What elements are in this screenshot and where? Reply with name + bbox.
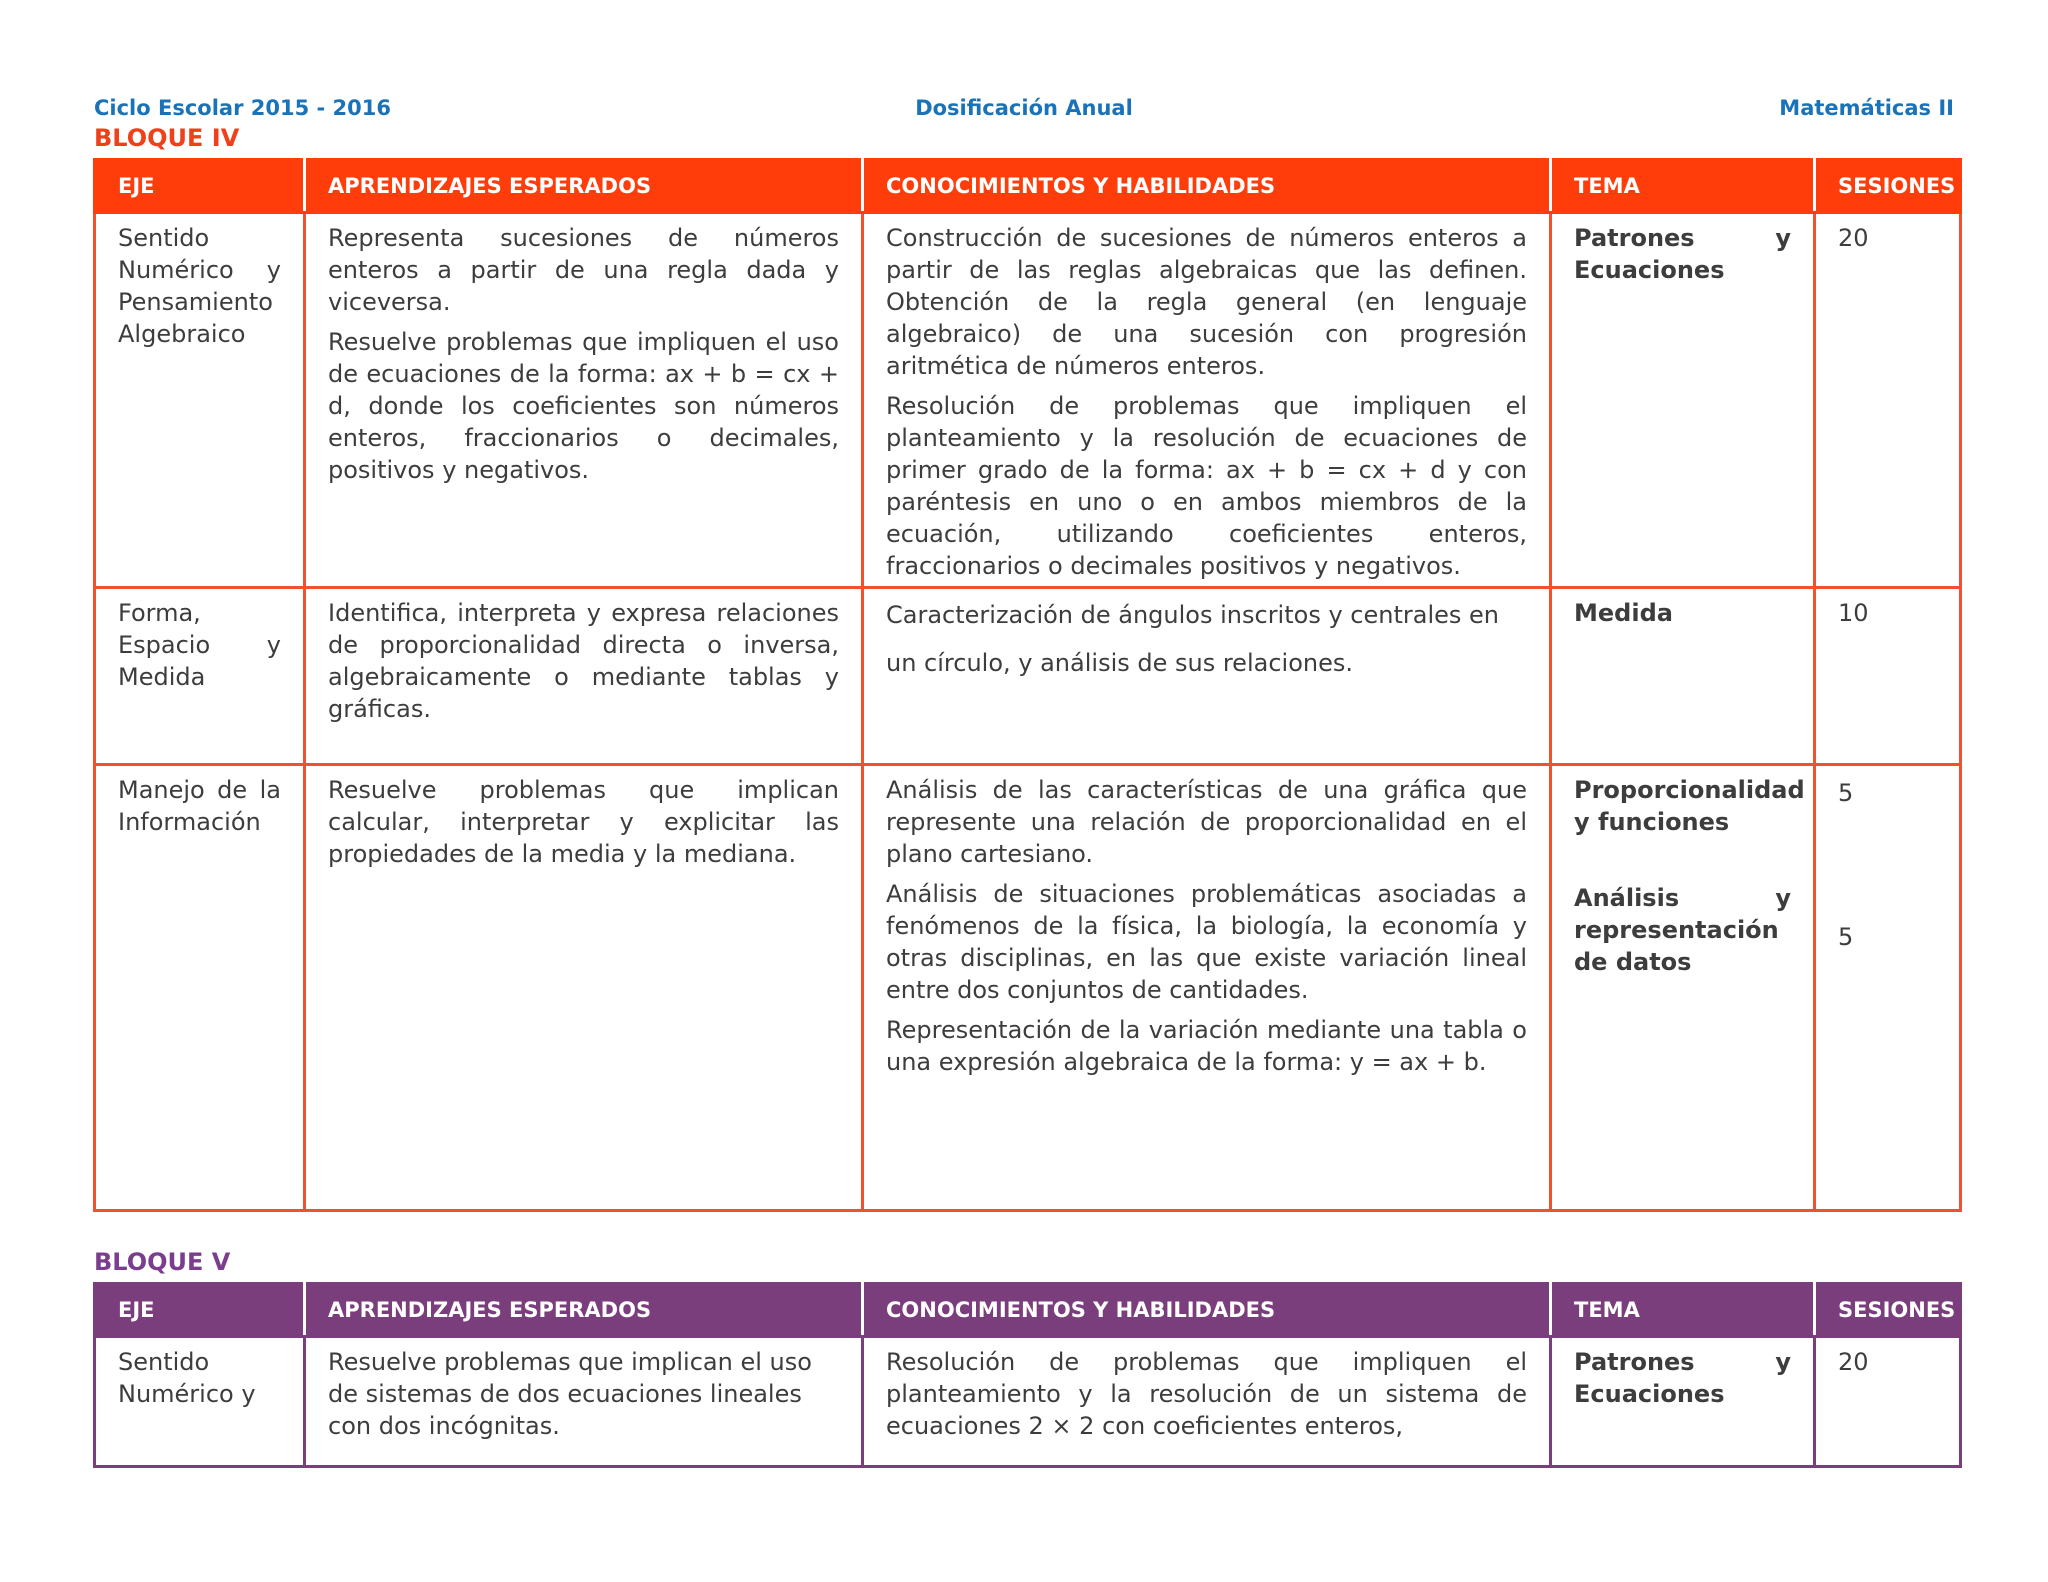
document-title: Dosificación Anual: [915, 96, 1133, 120]
col-header-eje: EJE: [95, 160, 305, 213]
bloque-v-table: [93, 1282, 1962, 1468]
tema-cell: Patrones y Ecuaciones: [1551, 1337, 1815, 1467]
eje-cell: Manejo de la Información: [95, 765, 305, 1211]
conocimientos-cell: [863, 765, 1551, 1211]
tema-cell: Medida: [1551, 588, 1815, 765]
table-row: [95, 1337, 1961, 1467]
col-header-conocimientos: CONOCIMIENTOS Y HABILIDADES: [863, 1284, 1551, 1337]
table-header-row: [95, 160, 1961, 213]
table-header-row: [95, 1284, 1961, 1337]
col-header-conocimientos: CONOCIMIENTOS Y HABILIDADES: [863, 160, 1551, 213]
aprendizaje-text: Resuelve problemas que implican el uso de sistemas de dos ecuaciones lineales con dos incógnitas.: [328, 1348, 812, 1440]
conocimiento-text: Resolución de problemas que impliquen el planteamiento y la resolución de un sistema de ecuaciones 2 × 2 con coeficientes enteros,: [886, 1348, 1527, 1440]
conocimiento-text: Resolución de problemas que impliquen el planteamiento y la resolución de ecuaciones de primer grado de la forma: ax + b = cx + d y con paréntesis en uno o en ambos miembros de la ecuación, utilizando coeficientes enteros, fraccionarios o decimales positivos y negativos.: [886, 392, 1527, 580]
col-header-aprendizajes: APRENDIZAJES ESPERADOS: [305, 1284, 863, 1337]
tema-cell: Patrones y Ecuaciones: [1551, 213, 1815, 588]
conocimiento-text: Análisis de situaciones problemáticas asociadas a fenómenos de la física, la biología, la economía y otras disciplinas, en las que existe variación lineal entre dos conjuntos de cantidades.: [886, 880, 1527, 1004]
table-row: [95, 765, 1961, 1211]
col-header-tema: TEMA: [1551, 160, 1815, 213]
tema-cell: [1551, 765, 1815, 1211]
conocimiento-text: Representación de la variación mediante una tabla o una expresión algebraica de la forma: y = ax + b.: [886, 1016, 1527, 1076]
sesiones-value: 5: [1838, 923, 1854, 951]
aprendizaje-text: Resuelve problemas que impliquen el uso de ecuaciones de la forma: ax + b = cx + d, donde los coeficientes son números enteros, fraccionarios o decimales, positivos y negativos.: [328, 328, 839, 484]
aprendizajes-cell: [305, 1337, 863, 1467]
tema-text: Análisis y representación de datos: [1574, 884, 1791, 976]
col-header-eje: EJE: [95, 1284, 305, 1337]
aprendizaje-text: Representa sucesiones de números enteros a partir de una regla dada y viceversa.: [328, 224, 839, 316]
school-year-label: Ciclo Escolar 2015 - 2016: [94, 96, 391, 120]
bloque-v-title: BLOQUE V: [94, 1248, 231, 1276]
aprendizajes-cell: [305, 588, 863, 765]
bloque-iv-table: [93, 158, 1962, 1212]
subject-label: Matemáticas II: [1779, 96, 1954, 120]
conocimiento-text: Análisis de las características de una gráfica que represente una relación de proporcionalidad en el plano cartesiano.: [886, 776, 1527, 868]
conocimiento-text: Caracterización de ángulos inscritos y centrales en un círculo, y análisis de sus relaciones.: [886, 601, 1499, 677]
eje-cell: Forma, Espacio y Medida: [95, 588, 305, 765]
conocimientos-cell: [863, 213, 1551, 588]
conocimientos-cell: [863, 1337, 1551, 1467]
conocimientos-cell: [863, 588, 1551, 765]
aprendizaje-text: Identifica, interpreta y expresa relaciones de proporcionalidad directa o inversa, algebraicamente o mediante tablas y gráficas.: [328, 599, 839, 723]
aprendizajes-cell: [305, 765, 863, 1211]
col-header-sesiones: SESIONES: [1815, 1284, 1961, 1337]
table-row: [95, 588, 1961, 765]
col-header-aprendizajes: APRENDIZAJES ESPERADOS: [305, 160, 863, 213]
table-row: [95, 213, 1961, 588]
sesiones-cell: [1815, 765, 1961, 1211]
bloque-iv-title: BLOQUE IV: [94, 124, 240, 152]
sesiones-cell: 10: [1815, 588, 1961, 765]
col-header-tema: TEMA: [1551, 1284, 1815, 1337]
tema-text: Proporcionalidad y funciones: [1574, 776, 1805, 836]
sesiones-value: 5: [1838, 779, 1854, 807]
eje-cell: Sentido Numérico y: [95, 1337, 305, 1467]
sesiones-cell: 20: [1815, 213, 1961, 588]
sesiones-cell: 20: [1815, 1337, 1961, 1467]
aprendizaje-text: Resuelve problemas que implican calcular, interpretar y explicitar las propiedades de la media y la mediana.: [328, 776, 839, 868]
conocimiento-text: Construcción de sucesiones de números enteros a partir de las reglas algebraicas que las definen. Obtención de la regla general (en lenguaje algebraico) de una sucesión con progresión aritmética de números enteros.: [886, 224, 1527, 380]
col-header-sesiones: SESIONES: [1815, 160, 1961, 213]
eje-cell: Sentido Numérico y Pensamiento Algebraico: [95, 213, 305, 588]
aprendizajes-cell: [305, 213, 863, 588]
